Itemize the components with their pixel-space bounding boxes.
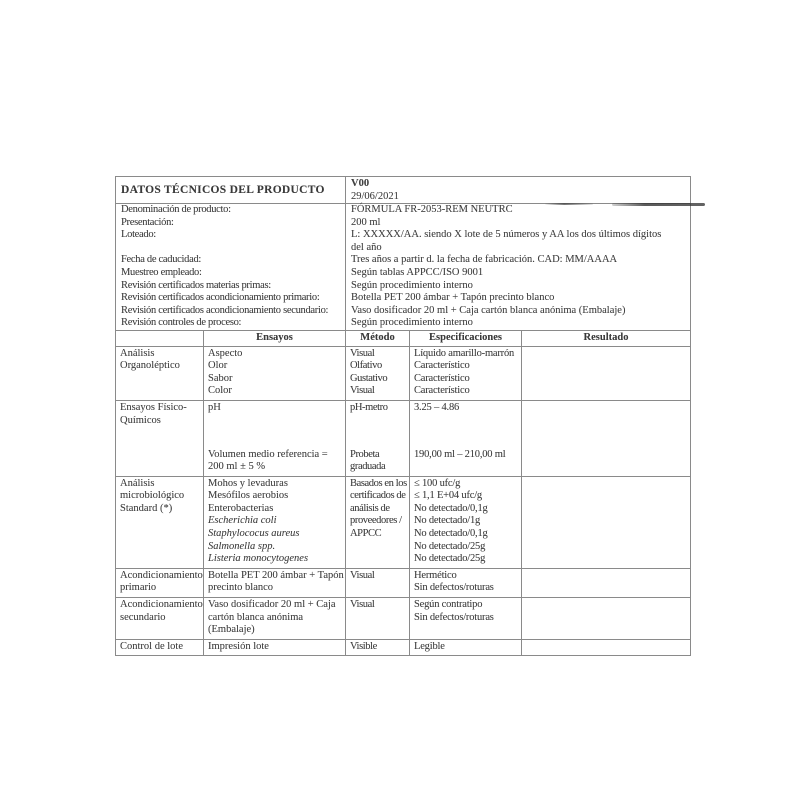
cell-line: análisis de — [350, 502, 390, 514]
info-value-line: FÓRMULA FR-2053-REM NEUTRC — [351, 204, 513, 215]
column-header-metodo: Método — [346, 331, 410, 346]
cell-line: 3.25 – 4.86 — [414, 401, 460, 413]
cell-line: primario — [120, 582, 157, 594]
ensayos-cell — [204, 477, 346, 568]
info-row-cert-materias — [116, 280, 690, 293]
section-label-cell — [116, 347, 204, 400]
info-row-controles — [116, 317, 690, 330]
cell-line: No detectado/0,1g — [414, 502, 488, 514]
cell-line: Acondicionamiento — [120, 569, 203, 581]
info-label: Muestreo empleado: — [116, 267, 346, 280]
cell-line: No detectado/25g — [414, 540, 486, 552]
info-label: Presentación: — [116, 217, 346, 230]
info-value — [346, 254, 690, 267]
section-row-microbiologico — [116, 477, 690, 569]
ensayos-cell — [204, 401, 346, 476]
table-header-row — [116, 331, 690, 347]
info-value — [346, 267, 690, 280]
info-label: Revisión controles de proceso: — [116, 317, 346, 330]
info-label: Revisión certificados materias primas: — [116, 280, 346, 293]
cell-line: Visual — [350, 569, 375, 581]
cell-line: Mohos y levaduras — [208, 477, 288, 489]
cell-line: (Embalaje) — [208, 624, 255, 636]
column-header-especificaciones: Especificaciones — [410, 331, 522, 346]
info-label: Revisión certificados acondicionamiento secundario: — [116, 305, 346, 318]
column-header-resultado: Resultado — [583, 331, 629, 343]
section-row-control-lote — [116, 640, 690, 656]
cell-line: Olor — [208, 360, 228, 372]
cell-line: Control de lote — [120, 640, 183, 652]
resultado-cell — [522, 598, 690, 639]
cell-line: Legible — [414, 640, 445, 652]
especificaciones-cell — [410, 347, 522, 400]
cell-line: Visual — [350, 385, 375, 397]
cell-line: Staphylococus aureus — [208, 528, 300, 540]
info-row-denominacion — [116, 204, 690, 217]
cell-line: Según contratipo — [414, 599, 483, 611]
version-cell — [346, 177, 690, 203]
cell-line: Vaso dosificador 20 ml + Caja — [208, 599, 336, 611]
product-info-section — [116, 204, 690, 331]
section-label-cell — [116, 569, 204, 597]
especificaciones-cell — [410, 401, 522, 476]
cell-line: No detectado/0,1g — [414, 528, 488, 540]
cell-line: Aspecto — [208, 347, 243, 359]
cell-line: Volumen medio referencia = — [208, 448, 328, 460]
info-value — [346, 305, 690, 318]
cell-line: pH — [208, 401, 221, 413]
section-row-acond-secundario — [116, 598, 690, 640]
cell-line — [350, 415, 408, 449]
info-row-cert-secundario — [116, 305, 690, 318]
resultado-cell — [522, 401, 690, 476]
info-label: Denominación de producto: — [116, 204, 346, 217]
info-value — [346, 280, 690, 293]
cell-line: No detectado/25g — [414, 553, 486, 565]
resultado-cell — [522, 347, 690, 400]
cell-line: Sin defectos/roturas — [414, 611, 494, 623]
cell-line: 190,00 ml – 210,00 ml — [414, 448, 506, 460]
title-row — [116, 177, 690, 204]
cell-line: cartón blanca anónima — [208, 611, 304, 623]
section-label-cell — [116, 640, 204, 656]
cell-line: Químicos — [120, 414, 161, 426]
especificaciones-cell — [410, 640, 522, 656]
info-value-line: Vaso dosificador 20 ml + Caja cartón blanca anónima (Embalaje) — [351, 304, 626, 316]
info-row-muestreo — [116, 267, 690, 280]
metodo-cell — [346, 477, 410, 568]
cell-line: Escherichia coli — [208, 515, 277, 527]
ensayos-cell — [204, 640, 346, 656]
especificaciones-cell — [410, 569, 522, 597]
cell-line: Análisis — [120, 477, 155, 489]
cell-line: Salmonella spp. — [208, 540, 276, 552]
cell-line — [208, 415, 341, 449]
column-header-ensayos: Ensayos — [204, 331, 346, 346]
cell-line: Mesófilos aerobios — [208, 490, 289, 502]
metodo-cell — [346, 569, 410, 597]
info-value-line: Tres años a partir d. la fecha de fabricación. CAD: MM/AAAA — [351, 254, 618, 266]
ensayos-cell — [204, 347, 346, 400]
cell-line: proveedores / — [350, 515, 402, 527]
ensayos-cell — [204, 598, 346, 639]
resultado-cell — [522, 477, 690, 568]
info-value-line: 200 ml — [351, 216, 381, 228]
document-title: DATOS TÉCNICOS DEL PRODUCTO — [116, 177, 346, 203]
section-row-fisico-quimicos — [116, 401, 690, 477]
info-value — [346, 317, 690, 330]
cell-line: microbiológico — [120, 490, 185, 502]
cell-line — [414, 415, 519, 449]
cell-line: Standard (*) — [120, 502, 173, 514]
cell-line: precinto blanco — [208, 582, 274, 594]
cell-line: Basados en los — [350, 477, 407, 489]
cell-line: pH-metro — [350, 401, 388, 413]
info-value-line: del año — [351, 241, 382, 253]
info-row-cert-primario — [116, 292, 690, 305]
cell-line: Sabor — [208, 372, 233, 384]
info-row-presentacion — [116, 217, 690, 230]
cell-line: Acondicionamiento — [120, 599, 203, 611]
cell-line: Botella PET 200 ámbar + Tapón — [208, 569, 344, 581]
column-header-blank — [116, 331, 204, 346]
revision-date: 29/06/2021 — [351, 190, 399, 202]
resultado-cell — [522, 640, 690, 656]
section-row-acond-primario — [116, 569, 690, 598]
info-value — [346, 204, 690, 217]
cell-line: ≤ 100 ufc/g — [414, 477, 461, 489]
info-value — [346, 292, 690, 305]
info-value-line: Según procedimiento interno — [351, 279, 473, 291]
cell-line: Hermético — [414, 569, 457, 581]
especificaciones-cell — [410, 598, 522, 639]
cell-line: APPCC — [350, 528, 382, 540]
section-label-cell — [116, 401, 204, 476]
cell-line: Visual — [350, 347, 375, 359]
cell-line: Impresión lote — [208, 640, 269, 652]
cell-line: Sin defectos/roturas — [414, 582, 494, 594]
info-row-loteado — [116, 229, 690, 254]
cell-line: Característico — [414, 372, 470, 384]
cell-line: Listeria monocytogenes — [208, 553, 309, 565]
cell-line: No detectado/1g — [414, 515, 481, 527]
cell-line: Olfativo — [350, 360, 382, 372]
resultado-cell — [522, 569, 690, 597]
cell-line: Visible — [350, 640, 377, 652]
section-row-analisis-organoleptico — [116, 347, 690, 401]
cell-line: Enterobacterias — [208, 502, 274, 514]
cell-line: 200 ml ± 5 % — [208, 461, 266, 473]
cell-line: Visual — [350, 599, 375, 611]
cell-line: Característico — [414, 385, 470, 397]
info-value-line: L: XXXXX/AA. siendo X lote de 5 números y AA los dos últimos dígitos — [351, 229, 662, 241]
metodo-cell — [346, 640, 410, 656]
section-label-cell — [116, 598, 204, 639]
metodo-cell — [346, 401, 410, 476]
cell-line: Característico — [414, 360, 470, 372]
info-value-line: Botella PET 200 ámbar + Tapón precinto blanco — [351, 292, 555, 304]
cell-line: graduada — [350, 461, 386, 473]
info-label: Fecha de caducidad: — [116, 254, 346, 267]
info-label: Revisión certificados acondicionamiento primario: — [116, 292, 346, 305]
ensayos-cell — [204, 569, 346, 597]
info-value-line: Según procedimiento interno — [351, 317, 473, 329]
metodo-cell — [346, 347, 410, 400]
cell-line: Análisis — [120, 347, 155, 359]
info-label: Loteado: — [116, 229, 346, 254]
info-value — [346, 229, 690, 254]
version-label: V00 — [351, 178, 370, 189]
especificaciones-cell — [410, 477, 522, 568]
cell-line: Ensayos Físico- — [120, 401, 187, 413]
section-label-cell — [116, 477, 204, 568]
info-row-caducidad — [116, 254, 690, 267]
technical-data-sheet — [115, 176, 691, 656]
info-value-line: Según tablas APPCC/ISO 9001 — [351, 266, 484, 278]
cell-line: certificados de — [350, 490, 406, 502]
cell-line: Organoléptico — [120, 360, 180, 372]
cell-line: secundario — [120, 611, 166, 623]
cell-line: Líquido amarillo-marrón — [414, 347, 515, 359]
cell-line: Gustativo — [350, 372, 388, 384]
metodo-cell — [346, 598, 410, 639]
cell-line: Color — [208, 385, 232, 397]
info-value — [346, 217, 690, 230]
cell-line: Probeta — [350, 448, 380, 460]
cell-line: ≤ 1,1 E+04 ufc/g — [414, 490, 482, 502]
